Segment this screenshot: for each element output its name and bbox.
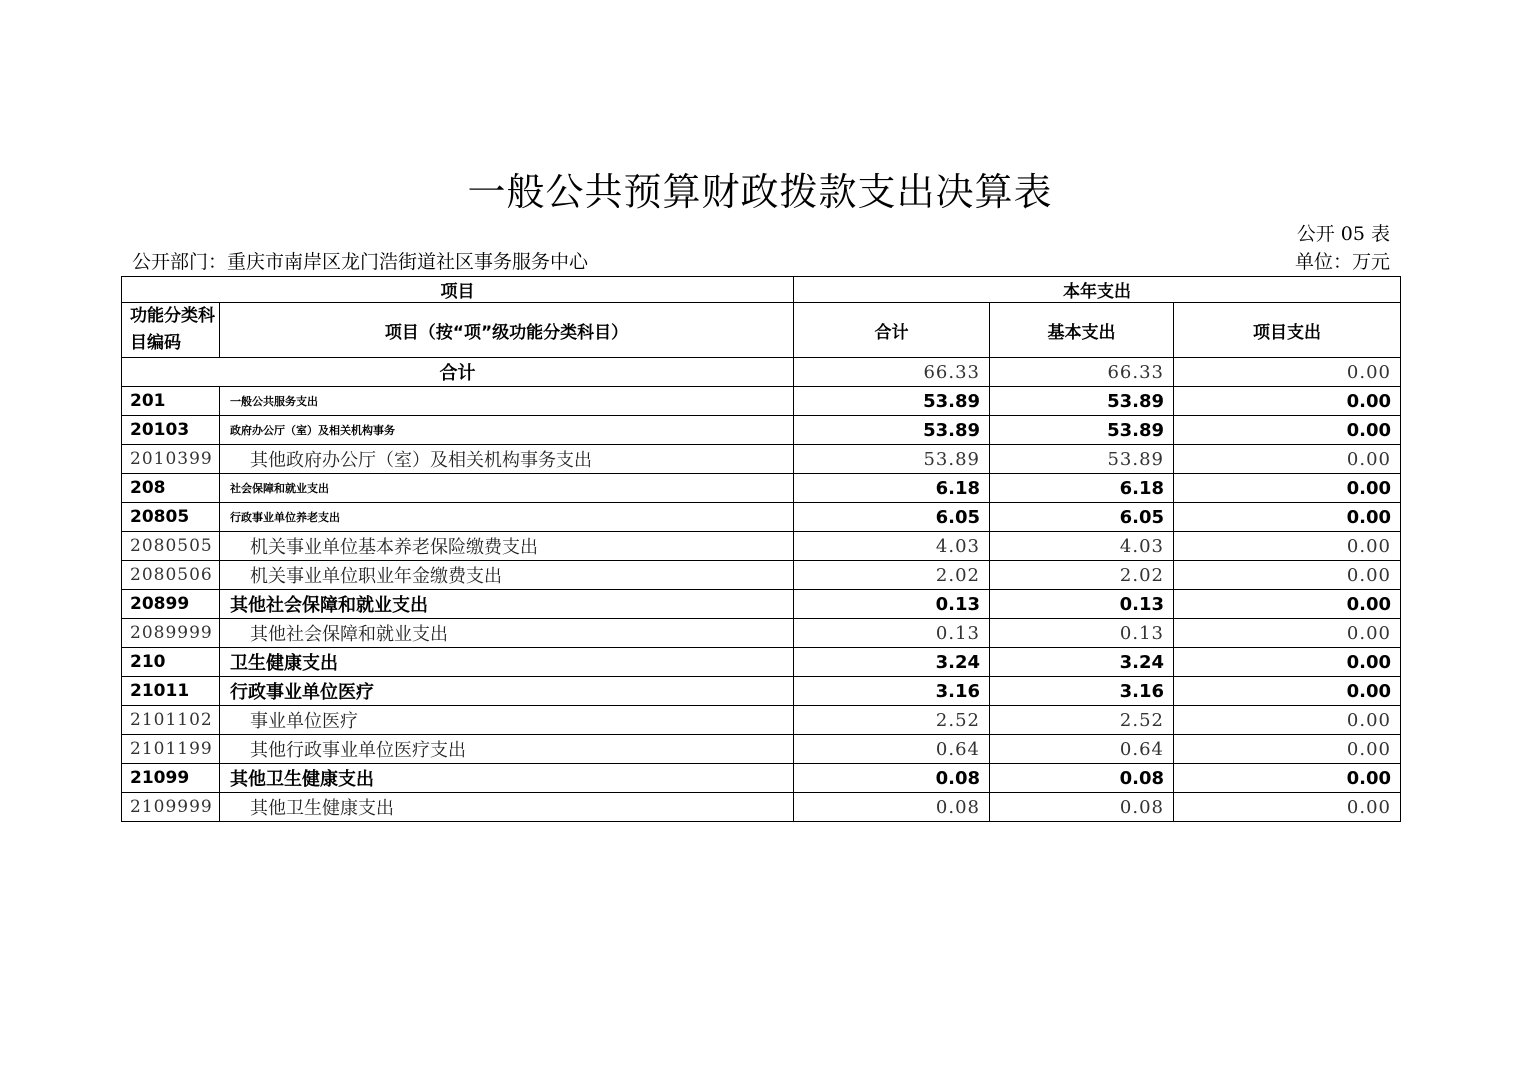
row-basic: 6.05 (990, 503, 1174, 532)
row-code: 21011 (122, 677, 220, 706)
header-name: 项目（按“项”级功能分类科目） (220, 303, 794, 358)
table-row (122, 764, 1401, 793)
row-project: 0.00 (1174, 532, 1401, 561)
row-name: 行政事业单位养老支出 (220, 503, 794, 532)
row-name: 一般公共服务支出 (220, 387, 794, 416)
total-label: 合计 (122, 358, 794, 387)
header-row-group (122, 277, 1401, 303)
row-code: 2101199 (122, 735, 220, 764)
budget-table (121, 276, 1401, 822)
row-basic: 53.89 (990, 416, 1174, 445)
table-row (122, 677, 1401, 706)
row-total: 0.64 (794, 735, 990, 764)
row-total: 0.08 (794, 764, 990, 793)
row-total: 6.05 (794, 503, 990, 532)
row-code: 2010399 (122, 445, 220, 474)
row-project: 0.00 (1174, 706, 1401, 735)
row-name: 政府办公厅（室）及相关机构事务 (220, 416, 794, 445)
header-expense-group: 本年支出 (794, 277, 1401, 303)
header-row-columns (122, 303, 1401, 358)
row-total: 0.13 (794, 619, 990, 648)
row-code: 20899 (122, 590, 220, 619)
total-cell-total: 66.33 (794, 358, 990, 387)
total-cell-basic: 66.33 (990, 358, 1174, 387)
row-code: 2089999 (122, 619, 220, 648)
row-name: 其他卫生健康支出 (220, 764, 794, 793)
table-row (122, 503, 1401, 532)
row-total: 2.52 (794, 706, 990, 735)
header-code: 功能分类科目编码 (122, 303, 220, 358)
row-basic: 2.02 (990, 561, 1174, 590)
table-row (122, 793, 1401, 822)
row-total: 0.08 (794, 793, 990, 822)
row-basic: 0.08 (990, 793, 1174, 822)
row-total: 3.24 (794, 648, 990, 677)
row-name: 行政事业单位医疗 (220, 677, 794, 706)
header-project-group: 项目 (122, 277, 794, 303)
table-row (122, 387, 1401, 416)
row-project: 0.00 (1174, 445, 1401, 474)
row-total: 53.89 (794, 387, 990, 416)
row-total: 2.02 (794, 561, 990, 590)
row-name: 其他社会保障和就业支出 (220, 590, 794, 619)
form-number: 公开 05 表 (1296, 223, 1390, 245)
row-name: 机关事业单位职业年金缴费支出 (220, 561, 794, 590)
row-basic: 3.24 (990, 648, 1174, 677)
row-total: 6.18 (794, 474, 990, 503)
row-basic: 3.16 (990, 677, 1174, 706)
row-project: 0.00 (1174, 561, 1401, 590)
header-project: 项目支出 (1174, 303, 1401, 358)
row-basic: 0.13 (990, 619, 1174, 648)
table-row (122, 532, 1401, 561)
row-name: 其他行政事业单位医疗支出 (220, 735, 794, 764)
row-total: 0.13 (794, 590, 990, 619)
table-row (122, 735, 1401, 764)
row-project: 0.00 (1174, 474, 1401, 503)
header-total: 合计 (794, 303, 990, 358)
department-label: 公开部门：重庆市南岸区龙门浩街道社区事务服务中心 (132, 251, 589, 273)
row-name: 社会保障和就业支出 (220, 474, 794, 503)
row-project: 0.00 (1174, 764, 1401, 793)
row-code: 201 (122, 387, 220, 416)
row-total: 53.89 (794, 416, 990, 445)
row-name: 卫生健康支出 (220, 648, 794, 677)
row-basic: 4.03 (990, 532, 1174, 561)
row-code: 2080506 (122, 561, 220, 590)
row-basic: 0.08 (990, 764, 1174, 793)
row-code: 2109999 (122, 793, 220, 822)
row-project: 0.00 (1174, 619, 1401, 648)
row-code: 210 (122, 648, 220, 677)
unit-label: 单位：万元 (1294, 251, 1390, 273)
row-code: 208 (122, 474, 220, 503)
row-total: 53.89 (794, 445, 990, 474)
header-basic: 基本支出 (990, 303, 1174, 358)
table-row (122, 590, 1401, 619)
row-total: 4.03 (794, 532, 990, 561)
row-total: 3.16 (794, 677, 990, 706)
row-project: 0.00 (1174, 793, 1401, 822)
row-basic: 53.89 (990, 387, 1174, 416)
table-row (122, 474, 1401, 503)
row-code: 20805 (122, 503, 220, 532)
row-basic: 0.13 (990, 590, 1174, 619)
table-row (122, 648, 1401, 677)
row-project: 0.00 (1174, 416, 1401, 445)
row-basic: 53.89 (990, 445, 1174, 474)
row-name: 事业单位医疗 (220, 706, 794, 735)
table-row (122, 706, 1401, 735)
row-code: 2101102 (122, 706, 220, 735)
row-name: 其他社会保障和就业支出 (220, 619, 794, 648)
row-name: 其他卫生健康支出 (220, 793, 794, 822)
total-row (122, 358, 1401, 387)
row-name: 其他政府办公厅（室）及相关机构事务支出 (220, 445, 794, 474)
row-basic: 2.52 (990, 706, 1174, 735)
row-basic: 6.18 (990, 474, 1174, 503)
row-project: 0.00 (1174, 648, 1401, 677)
table-row (122, 561, 1401, 590)
row-name: 机关事业单位基本养老保险缴费支出 (220, 532, 794, 561)
table-row (122, 619, 1401, 648)
page-title: 一般公共预算财政拨款支出决算表 (467, 170, 1053, 214)
row-code: 21099 (122, 764, 220, 793)
row-code: 2080505 (122, 532, 220, 561)
row-project: 0.00 (1174, 735, 1401, 764)
row-code: 20103 (122, 416, 220, 445)
table-row (122, 416, 1401, 445)
row-project: 0.00 (1174, 677, 1401, 706)
table-row (122, 445, 1401, 474)
row-basic: 0.64 (990, 735, 1174, 764)
row-project: 0.00 (1174, 387, 1401, 416)
row-project: 0.00 (1174, 590, 1401, 619)
row-project: 0.00 (1174, 503, 1401, 532)
total-cell-project: 0.00 (1174, 358, 1401, 387)
